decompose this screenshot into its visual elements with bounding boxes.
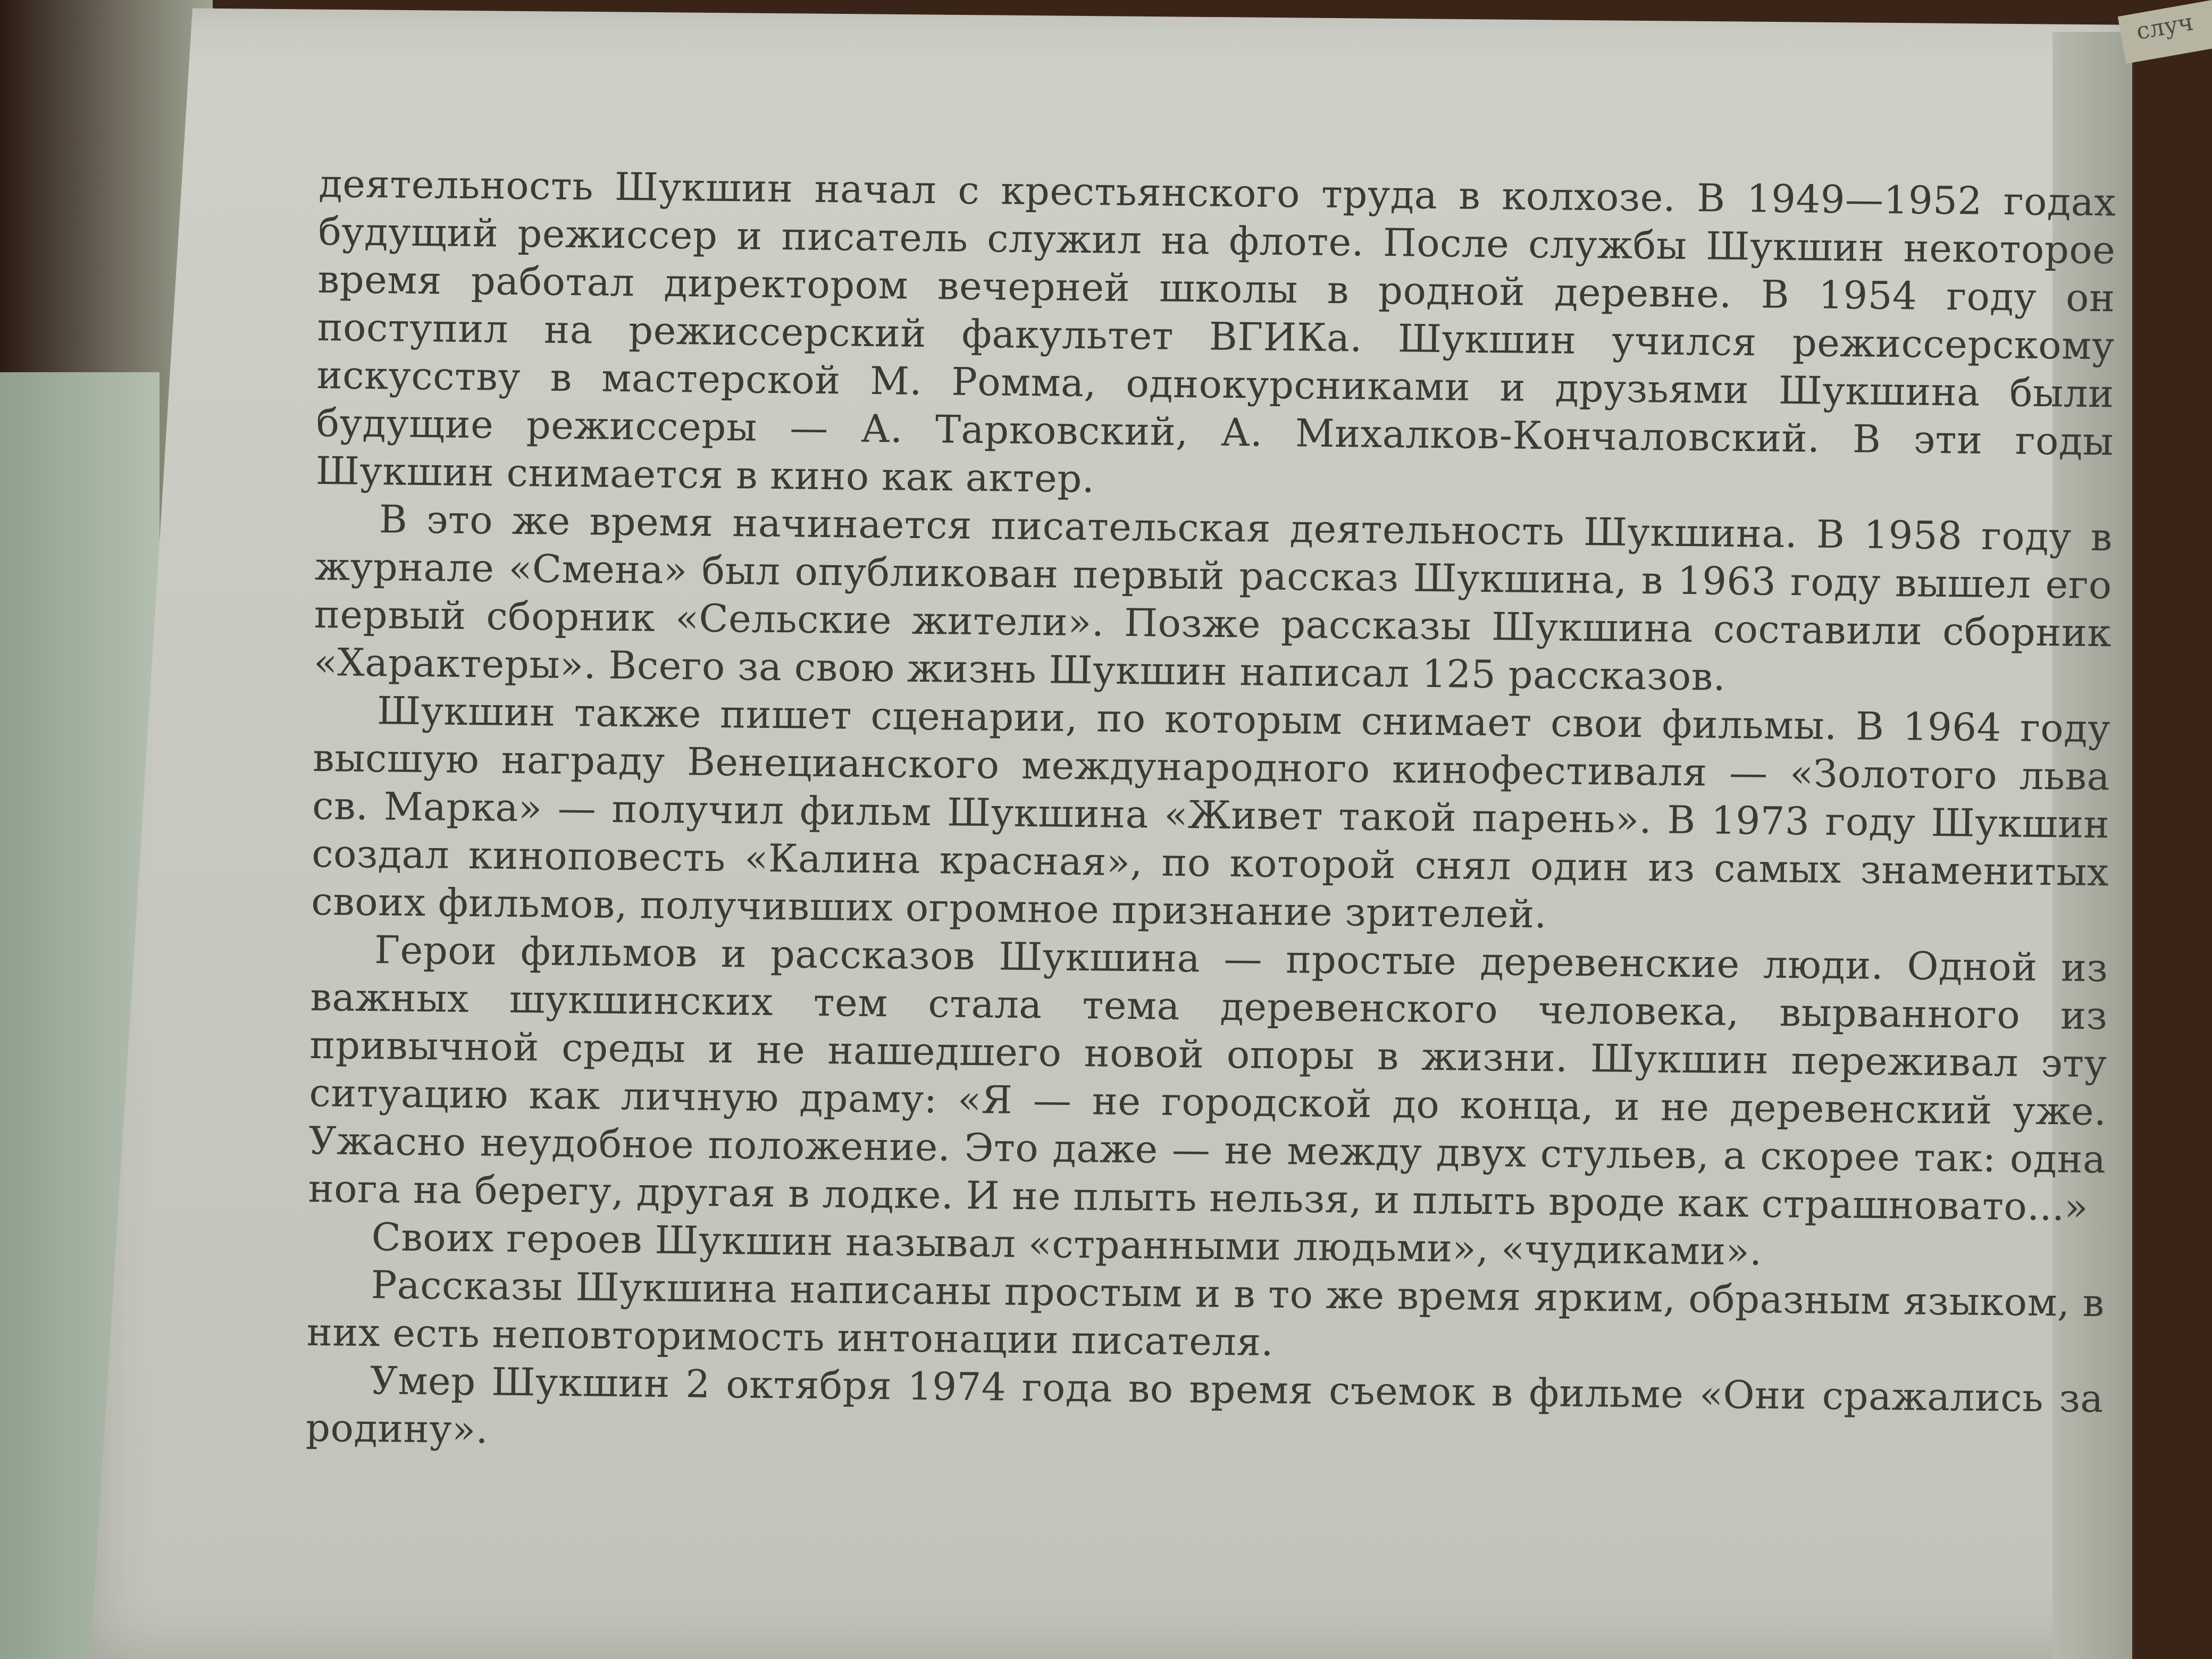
corner-page-fragment: случ [2118,0,2212,64]
text-block [306,160,2116,1470]
paragraph-2: В это же время начинается писательская деятельность Шукшина. В 1958 году в журнале «Смена» был опубликован первый рассказ Шукшина, в 1963 году вышел его первый сборник «Сельские жители». Позже рассказы Шукшина составили сборник «Характеры». Всего за свою жизнь Шукшин написал 125 рассказов. [313,497,2113,699]
paragraph-1: деятельность Шукшин начал с крестьянского труда в колхозе. В 1949—1952 годах будущий режиссер и писатель служил на флоте. После службы Шукшин некоторое время работал директором вечерней школы в родной деревне. В 1954 году он поступил на режиссерский факультет ВГИКа. Шукшин учился режиссерскому искусству в мастерской М. Ромма, однокурсниками и друзьями Шукшина были будущие режиссеры — А. Тарковский, А. Михалков-Кончаловский. В эти годы Шукшин снимается в кино как актер. [315,161,2116,501]
paragraph-3: Шукшин также пишет сценарии, по которым снимает свои фильмы. В 1964 году высшую награду Венецианского международного кинофестиваля — «Золотого льва св. Марка» — получил фильм Шукшина «Живет такой парень». В 1973 году Шукшин создал киноповесть «Калина красная», по которой снял один из самых знаменитых своих фильмов, получивших огромное признание зрителей. [311,688,2111,937]
paragraph-6: Рассказы Шукшина написаны простым и в то же время ярким, образным языком, в них есть неповторимость интонации писателя. [306,1262,2105,1364]
paragraph-4: Герои фильмов и рассказов Шукшина — простые деревенские люди. Одной из важных шукшинских тем стала тема деревенского человека, вырванного из привычной среды и не нашедшего новой опоры в жизни. Шукшин переживал эту ситуацию как личную драму: «Я — не городской до конца, и не деревенский уже. Ужасно неудобное положение. Это даже — не между двух стульев, а скорее так: одна нога на берегу, другая в лодке. И не плыть нельзя, и плыть вроде как страшновато...» [308,927,2108,1229]
paragraph-7: Умер Шукшин 2 октября 1974 года во время съемок в фильме «Они сражались за родину». [305,1358,2104,1452]
paragraph-5: Своих героев Шукшин называл «странными людьми», «чудиками». [371,1214,1763,1274]
